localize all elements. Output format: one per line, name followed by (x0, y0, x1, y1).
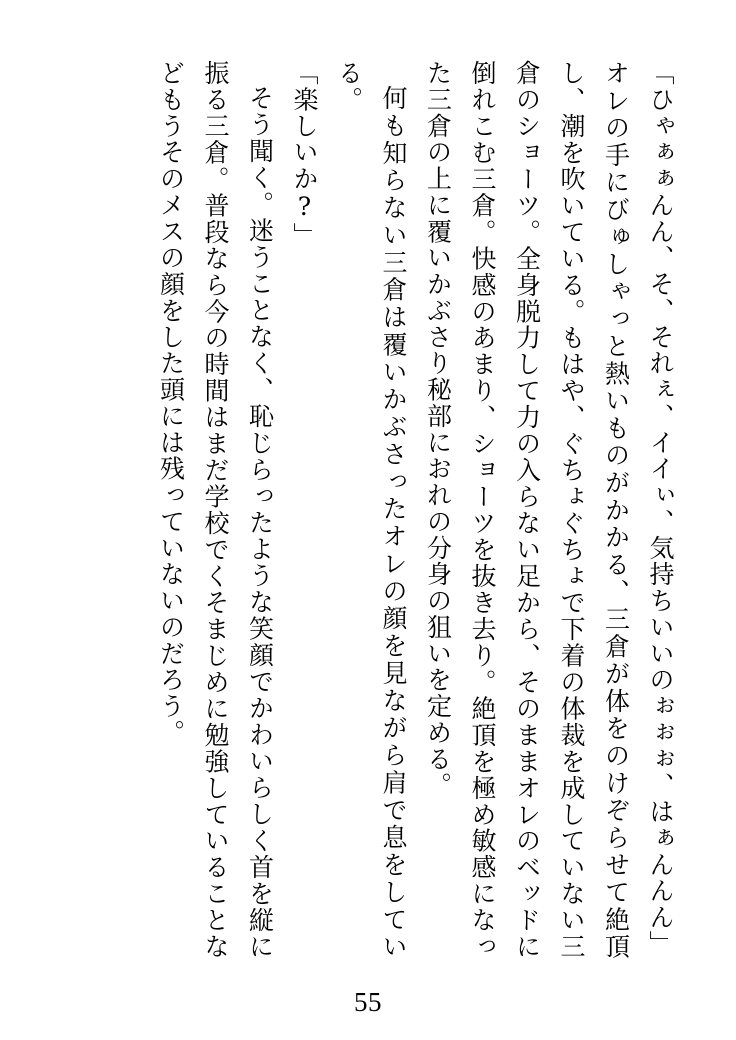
paragraph: そう聞く。迷うことなく、恥じらったような笑顔でかわいらしく首を縦に振る三倉。普段なら今の時間はまだ学校でくそまじめに勉強していることなどもうそのメスの顔をした頭には残っていないのだろう。 (156, 60, 275, 960)
paragraph: 「ひゃぁぁんん、そ、それぇ、イイぃ、気持ちいいのぉぉぉ、はぁんんん」 (646, 60, 675, 957)
paragraph: オレの手にびゅしゃっと熱いものがかかる、三倉が体をのけぞらせて絶頂し、潮を吹いている。もはや、ぐちょぐちょで下着の体裁を成していない三倉のショーツ。全身脱力して力の入らない足から、そのままオレのベッドに倒れこむ三倉。快感のあまり、ショーツを抜き去り。絶頂を極め敏感になった三倉の上に覆いかぶさり秘部におれの分身の狙いを定める。 (423, 60, 631, 961)
page-number: 55 (353, 987, 383, 1017)
page-text-body (54, 60, 682, 960)
paragraph: 何も知らない三倉は覆いかぶさったオレの顔を見ながら肩で息をしている。 (334, 60, 408, 960)
paragraph: 「楽しいか?」 (290, 60, 319, 249)
